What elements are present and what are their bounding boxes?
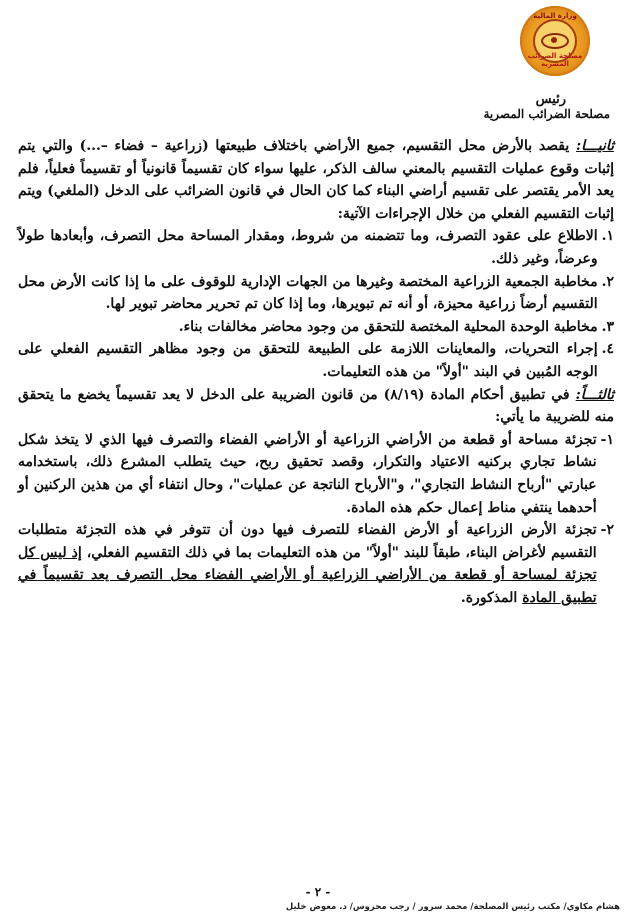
section-3-item <box>18 519 614 609</box>
item-text: مخاطبة الوحدة المحلية المختصة للتحقق من وجود محاضر مخالفات بناء. <box>178 318 598 335</box>
section-3-intro <box>18 384 614 429</box>
page-number: - ٢ - <box>305 885 331 899</box>
section-3-item <box>18 429 614 519</box>
section-2-item <box>18 271 614 316</box>
section-3-intro-text: في تطبيق أحكام المادة (٨/١٩) من قانون الضريبة على الدخل لا يعد تقسيماً يخضع ما يتحقق منه للضريبة ما يأتي: <box>18 386 614 426</box>
signatory-title <box>410 92 610 122</box>
item-text <box>18 519 597 609</box>
item-number: ١- <box>600 431 614 448</box>
seal-top-text: وزارة المالية <box>533 12 577 20</box>
item-text-part: تجزئة الأرض الزراعية أو الأرض الفضاء للتصرف فيها دون أن تتوفر في هذه التجزئة متطلبات التقسيم لأغراض البناء، طبقاً للبند "أولاً" من هذه التعليمات بما في ذلك التقسيم الفعلي، <box>18 522 597 561</box>
section-2-heading: ثانيـــا: <box>575 138 615 154</box>
item-number: ٢. <box>601 273 614 290</box>
ministry-seal-logo <box>520 6 590 76</box>
seal-bottom-text: مصلحة الضرائب المصرية <box>527 52 583 68</box>
section-2-item <box>18 316 614 339</box>
section-2-item <box>18 225 614 270</box>
item-number: ٢- <box>600 522 614 539</box>
underlined-text: إذ ليس كل تجزئة لمساحة أو قطعة من الأراضي الزراعية أو الأراضي الفضاء محل التصرف يعد تقسيماً في تطبيق المادة <box>18 544 597 606</box>
section-2-item <box>18 338 614 383</box>
item-number: ١. <box>601 228 614 245</box>
item-text: تجزئة مساحة أو قطعة من الأراضي الزراعية أو الأراضي الفضاء والتصرف فيها الذي لا يتخذ شكل نشاط تجاري بركنيه الاعتياد والتكرار، وقصد تحقيق ربح، حيث يتطلب المشرع ذلك، باستخدامه عبارتي "أرباح النشاط التجاري"، و"الأرباح الناتجة عن عمليات"، وحال انتفاء أي من هذين الركنين أو أحدهما ينتفي مناط إعمال حكم هذه المادة. <box>18 431 597 516</box>
document-body <box>18 135 614 609</box>
section-2-intro-text: يقصد بالأرض محل التقسيم، جميع الأراضي باختلاف طبيعتها (زراعية – فضاء –...) والتي يتم إثبات وقوع عمليات التقسيم بالمعني سالف الذكر، عليها سواء كان تقسيماً قانونياً أو تقسيماً فعلياً، فلم يعد الأمر يقتصر على تقسيم أراضي البناء كما كان الحال في قانون الضرائب على الدخل (الملغي) ويتم إثبات التقسيم الفعلي من خلال الإجراءات الآتية: <box>18 138 614 222</box>
seal-eye-icon <box>541 33 569 49</box>
section-2-intro <box>18 135 614 225</box>
signatory-title-line2: مصلحة الضرائب المصرية <box>483 107 610 121</box>
item-number: ٤. <box>601 341 614 358</box>
item-text: مخاطبة الجمعية الزراعية المختصة وغيرها من الجهات الإدارية للوقوف على ما إذا كانت الأرض محل التقسيم أرضاً زراعية محيزة، أو أنه تم تبويرها، وما إذا كان تم تحرير محاضر تبوير لها. <box>18 273 598 313</box>
item-number: ٣. <box>601 318 614 335</box>
item-text: الاطلاع على عقود التصرف، وما تتضمنه من شروط، ومقدار المساحة محل التصرف، وأبعادها طولاً وعرضاً، وغير ذلك. <box>18 228 598 267</box>
signatory-title-line1: رئيس <box>535 92 566 107</box>
section-3-heading: ثالثـــاً: <box>575 386 615 403</box>
item-text-end: المذكورة. <box>460 589 523 606</box>
item-text: إجراء التحريات، والمعاينات اللازمة على الطبيعة للتحقق من وجود مظاهر التقسيم الفعلي على الوجه المُبين في البند "أولاً" من هذه التعليمات. <box>18 341 598 380</box>
footer-initials: هشام مكاوي/ مكتب رئيس المصلحة/ محمد سرور / رجب محروس/ د. معوض خليل <box>285 902 620 912</box>
